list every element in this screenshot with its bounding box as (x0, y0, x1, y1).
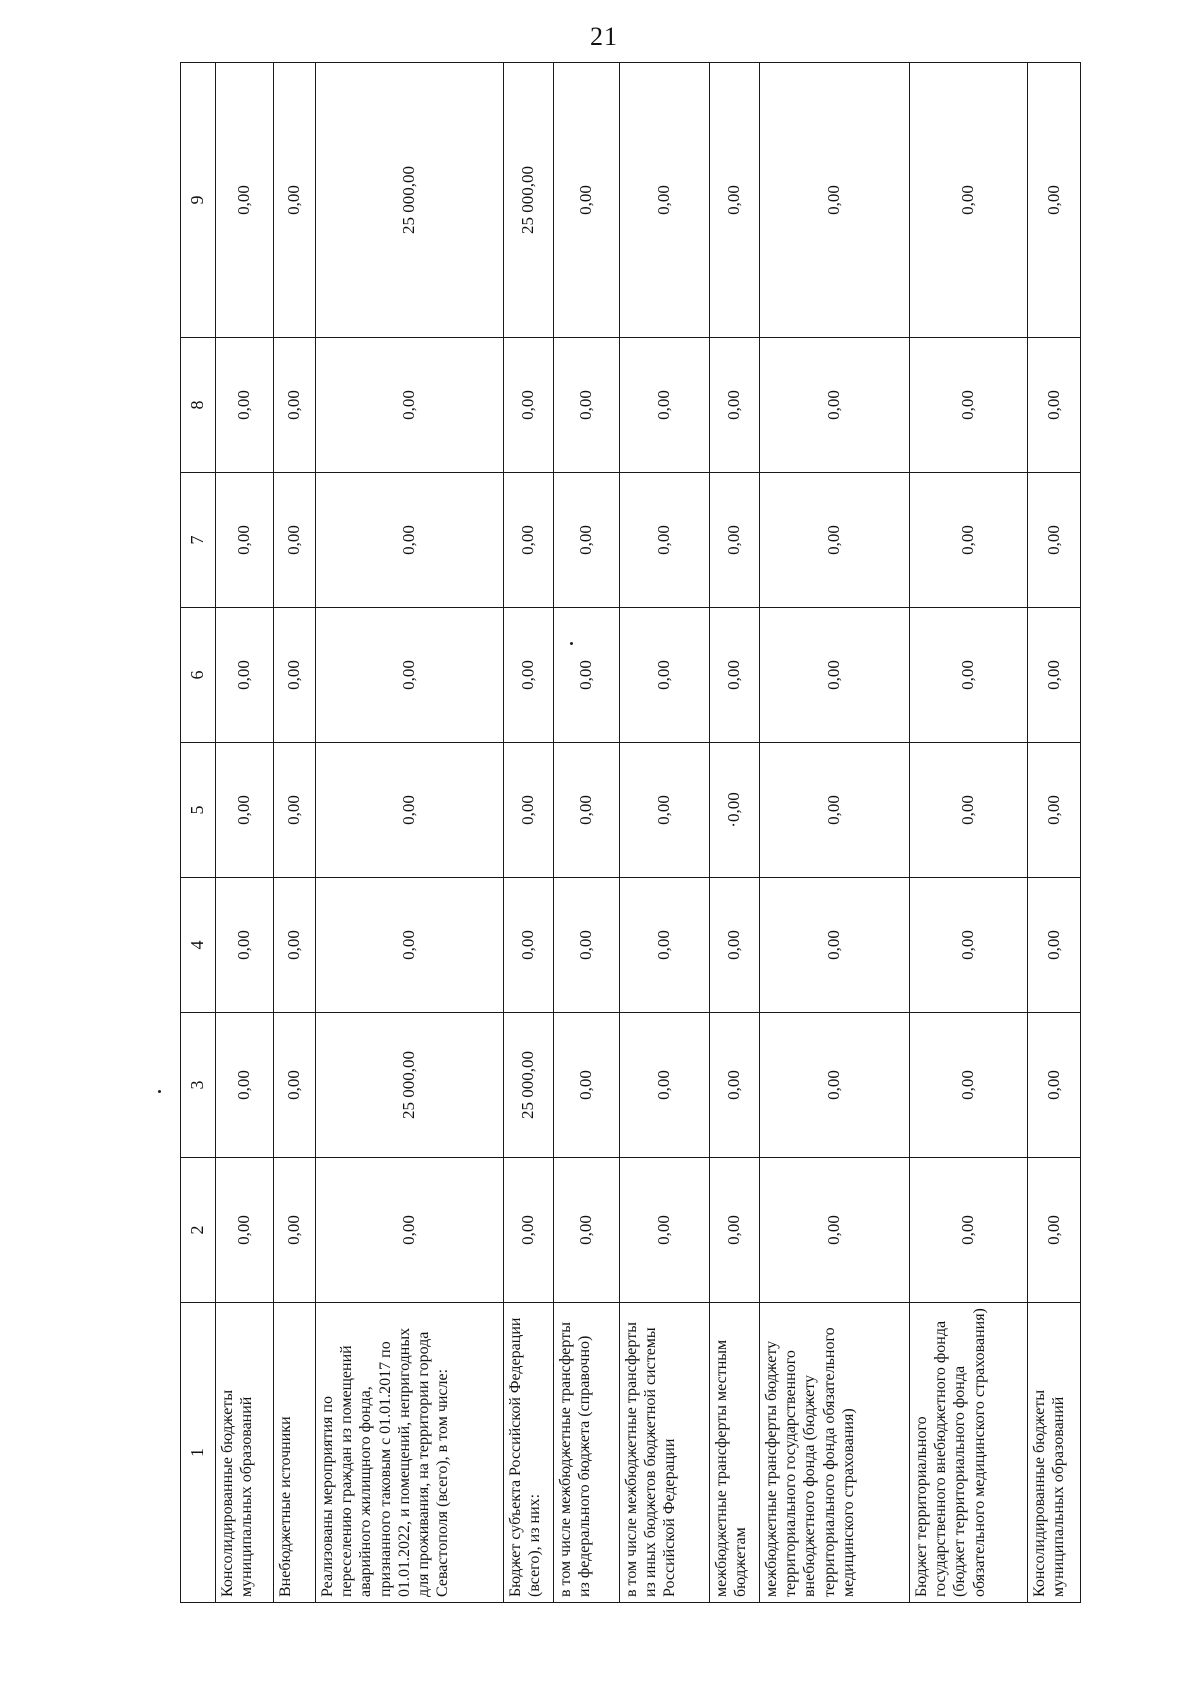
row-label: в том числе межбюджетные трансферты из федерального бюджета (справочно) (554, 1303, 620, 1603)
cell-value: 25 000,00 (504, 1013, 554, 1158)
cell-value: 0,00 (710, 608, 760, 743)
row-label: Консолидированные бюджеты муниципальных образований (216, 1303, 274, 1603)
cell-value: 0,00 (710, 63, 760, 338)
cell-value: 0,00 (710, 1013, 760, 1158)
row-label: межбюджетные трансферты бюджету территориального государственного внебюджетного фонда (бюджету территориального фонда обязательного медицинского страхования) (760, 1303, 910, 1603)
cell-value: 0,00 (710, 338, 760, 473)
column-header: 7 (181, 473, 216, 608)
cell-value: 0,00 (1028, 1013, 1081, 1158)
cell-value: 0,00 (316, 338, 504, 473)
cell-value: 0,00 (554, 608, 620, 743)
cell-value: 0,00 (1028, 1158, 1081, 1303)
column-header: 8 (181, 338, 216, 473)
cell-value: 0,00 (316, 1158, 504, 1303)
cell-value: 0,00 (760, 1158, 910, 1303)
cell-value: 0,00 (316, 473, 504, 608)
cell-value: 0,00 (620, 878, 710, 1013)
cell-value: 0,00 (620, 473, 710, 608)
cell-value: 0,00 (620, 63, 710, 338)
cell-value: 0,00 (274, 743, 316, 878)
budget-table-body (216, 63, 1081, 1603)
cell-value: 0,00 (620, 1013, 710, 1158)
column-header: 2 (181, 1158, 216, 1303)
cell-value: 0,00 (216, 878, 274, 1013)
row-label: Консолидированные бюджеты муниципальных образований (1028, 1303, 1081, 1603)
cell-value: 0,00 (216, 473, 274, 608)
cell-value: 0,00 (620, 743, 710, 878)
table-row (910, 63, 1028, 1603)
row-label: Бюджет территориального государственного внебюджетного фонда (бюджет территориального фонда обязательного медицинского страхования) (910, 1303, 1028, 1603)
header-row (181, 63, 216, 1603)
cell-value: 0,00 (504, 608, 554, 743)
budget-table-frame (180, 63, 1068, 1603)
cell-value: ·0,00 (710, 743, 760, 878)
cell-value: 0,00 (274, 878, 316, 1013)
cell-value: 0,00 (504, 1158, 554, 1303)
cell-value: 0,00 (760, 63, 910, 338)
budget-table (180, 62, 1081, 1603)
cell-value: 0,00 (274, 608, 316, 743)
cell-value: 0,00 (274, 63, 316, 338)
column-header: 9 (181, 63, 216, 338)
cell-value: 0,00 (274, 1013, 316, 1158)
cell-value: 0,00 (216, 1013, 274, 1158)
cell-value: 0,00 (274, 473, 316, 608)
cell-value: 0,00 (910, 743, 1028, 878)
column-header: 1 (181, 1303, 216, 1603)
cell-value: 0,00 (1028, 338, 1081, 473)
table-row (504, 63, 554, 1603)
scan-speck (158, 1090, 161, 1093)
cell-value: 0,00 (910, 1013, 1028, 1158)
cell-value: 0,00 (316, 743, 504, 878)
cell-value: 0,00 (1028, 743, 1081, 878)
cell-value: 0,00 (216, 608, 274, 743)
table-row (274, 63, 316, 1603)
cell-value: 0,00 (760, 338, 910, 473)
cell-value: 0,00 (554, 63, 620, 338)
table-row (216, 63, 274, 1603)
cell-value: 0,00 (620, 338, 710, 473)
row-label: Внебюджетные источники (274, 1303, 316, 1603)
cell-value: 0,00 (316, 608, 504, 743)
column-header: 6 (181, 608, 216, 743)
cell-value: 25 000,00 (316, 1013, 504, 1158)
cell-value: 0,00 (316, 878, 504, 1013)
cell-value: 0,00 (1028, 63, 1081, 338)
cell-value: 0,00 (910, 338, 1028, 473)
row-label: межбюджетные трансферты местным бюджетам (710, 1303, 760, 1603)
cell-value: 0,00 (760, 878, 910, 1013)
cell-value: 25 000,00 (504, 63, 554, 338)
row-label: в том числе межбюджетные трансферты из иных бюджетов бюджетной системы Российской Федерации (620, 1303, 710, 1603)
cell-value: 0,00 (504, 878, 554, 1013)
cell-value: 0,00 (274, 338, 316, 473)
cell-value: 0,00 (504, 338, 554, 473)
cell-value: 0,00 (910, 1158, 1028, 1303)
table-row (620, 63, 710, 1603)
column-header: 5 (181, 743, 216, 878)
cell-value: 0,00 (1028, 473, 1081, 608)
cell-value: 0,00 (760, 608, 910, 743)
cell-value: 0,00 (216, 63, 274, 338)
table-row (760, 63, 910, 1603)
cell-value: 0,00 (910, 63, 1028, 338)
cell-value: 0,00 (710, 878, 760, 1013)
cell-value: 0,00 (554, 878, 620, 1013)
cell-value: 0,00 (554, 338, 620, 473)
cell-value: 0,00 (910, 878, 1028, 1013)
cell-value: 0,00 (1028, 608, 1081, 743)
cell-value: 25 000,00 (316, 63, 504, 338)
cell-value: 0,00 (504, 473, 554, 608)
cell-value: 0,00 (910, 473, 1028, 608)
cell-value: 0,00 (216, 743, 274, 878)
cell-value: 0,00 (760, 743, 910, 878)
row-label: Реализованы мероприятия по переселению граждан из помещений аварийного жилищного фонда, признанного таковым с 01.01.2017 по 01.01.2022, и помещений, непригодных для проживания, на территории города Севастополя (всего), в том числе: (316, 1303, 504, 1603)
table-row (710, 63, 760, 1603)
cell-value: 0,00 (620, 608, 710, 743)
cell-value: 0,00 (620, 1158, 710, 1303)
column-header: 3 (181, 1013, 216, 1158)
cell-value: 0,00 (216, 1158, 274, 1303)
page-number: 21 (590, 22, 618, 51)
budget-table-rotated (180, 63, 1068, 1603)
table-row (554, 63, 620, 1603)
cell-value: 0,00 (554, 1013, 620, 1158)
cell-value: 0,00 (760, 473, 910, 608)
cell-value: 0,00 (710, 473, 760, 608)
row-label: Бюджет субъекта Российской Федерации (всего), из них: (504, 1303, 554, 1603)
column-header: 4 (181, 878, 216, 1013)
cell-value: 0,00 (274, 1158, 316, 1303)
cell-value: 0,00 (504, 743, 554, 878)
cell-value: 0,00 (554, 743, 620, 878)
table-row (316, 63, 504, 1603)
cell-value: 0,00 (910, 608, 1028, 743)
cell-value: 0,00 (760, 1013, 910, 1158)
cell-value: 0,00 (710, 1158, 760, 1303)
cell-value: 0,00 (216, 338, 274, 473)
cell-value: 0,00 (1028, 878, 1081, 1013)
cell-value: 0,00 (554, 1158, 620, 1303)
table-row (1028, 63, 1081, 1603)
cell-value: 0,00 (554, 473, 620, 608)
